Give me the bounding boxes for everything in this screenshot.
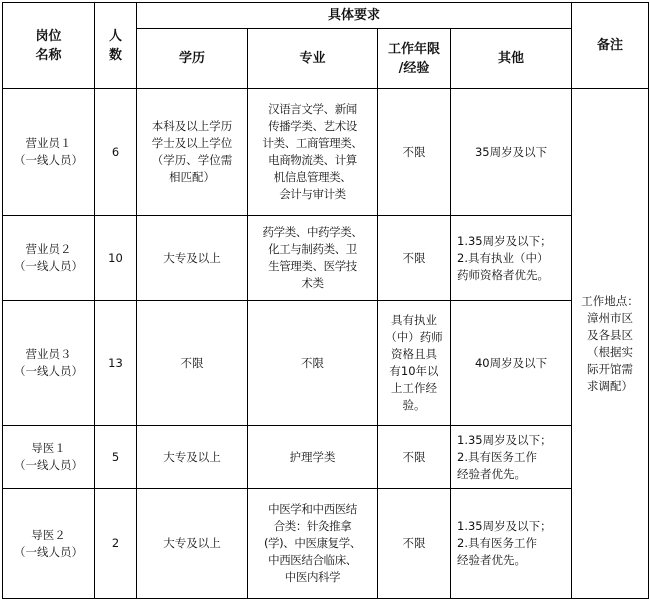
- header-count: 人 数: [95, 3, 137, 89]
- header-position: 岗位 名称: [3, 3, 95, 89]
- other-cell: 35周岁及以下: [451, 89, 572, 216]
- position-cell: 营业员２ （一线人员）: [3, 216, 95, 301]
- table-row: [3, 216, 649, 301]
- other-cell: 40周岁及以下: [451, 301, 572, 426]
- count-cell: 5: [95, 426, 137, 489]
- major-cell: 汉语言文学、新闻 传播学类、艺术设 计类、工商管理类、 电商物流类、计算 机信息管理类、 会计与审计类: [248, 89, 378, 216]
- position-cell: 营业员１ （一线人员）: [3, 89, 95, 216]
- position-cell: 营业员３ （一线人员）: [3, 301, 95, 426]
- major-cell: 不限: [248, 301, 378, 426]
- header-row-top: [3, 3, 649, 29]
- header-major: 专业: [248, 29, 378, 89]
- education-cell: 大专及以上: [137, 426, 248, 489]
- education-cell: 不限: [137, 301, 248, 426]
- major-cell: 中医学和中西医结 合类：针灸推拿 (学)、中医康复学、 中西医结合临床、 中医内科学: [248, 489, 378, 599]
- header-education: 学历: [137, 29, 248, 89]
- education-cell: 本科及以上学历 学士及以上学位 （学历、学位需 相匹配）: [137, 89, 248, 216]
- recruitment-table: [2, 2, 649, 599]
- other-cell: 1.35周岁及以下； 2.具有医务工作 经验者优先。: [451, 489, 572, 599]
- experience-cell: 不限: [378, 426, 451, 489]
- other-cell: 1.35周岁及以下； 2.具有医务工作 经验者优先。: [451, 426, 572, 489]
- experience-cell: 不限: [378, 489, 451, 599]
- header-experience: 工作年限 /经验: [378, 29, 451, 89]
- table-row: [3, 426, 649, 489]
- experience-cell: 不限: [378, 216, 451, 301]
- education-cell: 大专及以上: [137, 489, 248, 599]
- major-cell: 护理学类: [248, 426, 378, 489]
- count-cell: 2: [95, 489, 137, 599]
- education-cell: 大专及以上: [137, 216, 248, 301]
- table-row: [3, 89, 649, 216]
- count-cell: 10: [95, 216, 137, 301]
- experience-cell: 具有执业 （中）药师 资格且具 有10年以 上工作经 验。: [378, 301, 451, 426]
- count-cell: 13: [95, 301, 137, 426]
- other-cell: 1.35周岁及以下； 2.具有执业（中） 药师资格者优先。: [451, 216, 572, 301]
- table-row: [3, 301, 649, 426]
- remarks-cell: 工作地点： 漳州市区 及各县区 （根据实 际开馆需 求调配）: [572, 89, 649, 599]
- table-row: [3, 489, 649, 599]
- header-remarks: 备注: [572, 3, 649, 89]
- header-other: 其他: [451, 29, 572, 89]
- count-cell: 6: [95, 89, 137, 216]
- header-requirements: 具体要求: [137, 3, 572, 29]
- position-cell: 导医２ （一线人员）: [3, 489, 95, 599]
- position-cell: 导医１ （一线人员）: [3, 426, 95, 489]
- major-cell: 药学类、中药学类、 化工与制药类、卫 生管理类、医学技 术类: [248, 216, 378, 301]
- experience-cell: 不限: [378, 89, 451, 216]
